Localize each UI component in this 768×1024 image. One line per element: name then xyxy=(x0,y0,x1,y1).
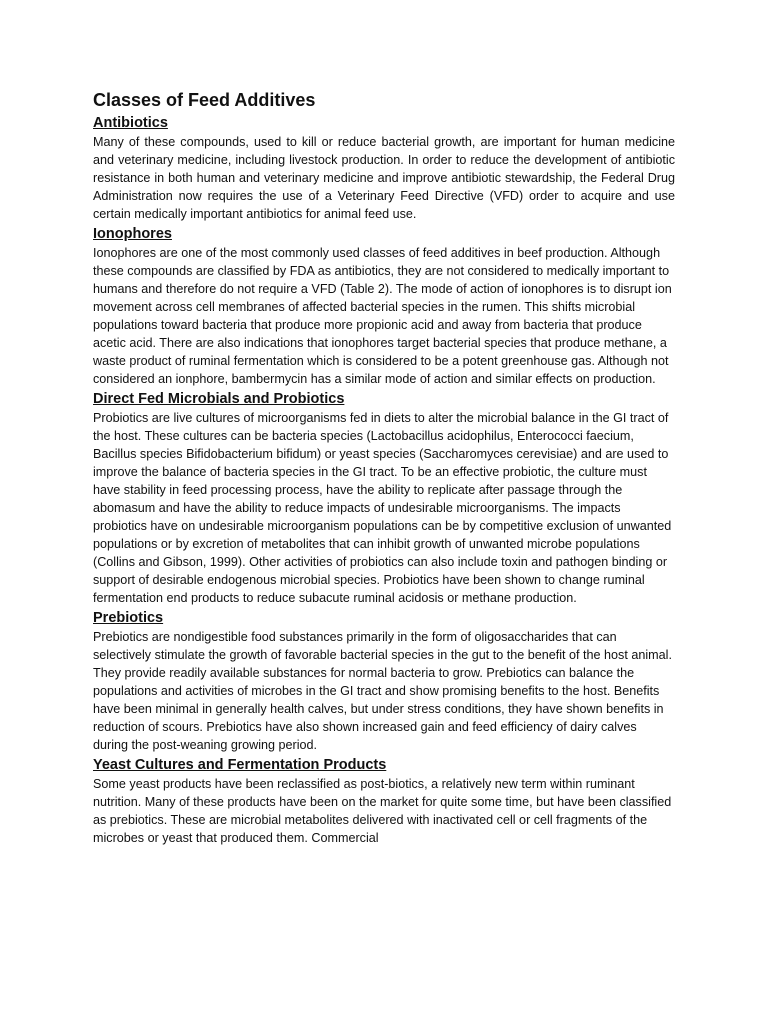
document-title: Classes of Feed Additives xyxy=(93,90,316,110)
section-heading-prebiotics: Prebiotics xyxy=(93,610,164,626)
section-body-prebiotics: Prebiotics are nondigestible food substances primarily in the form of oligosaccharides that can selectively stimulate the growth of favorable bacterial species in the gut to the benefit of the host animal. They provide readily available substances for normal bacteria to grow. Prebiotics can balance the populations and activities of microbes in the GI tract and show promising benefits to the host. Benefits have been minimal in generally health calves, but under stress conditions, they have shown benefits in reduction of scours. Prebiotics have also shown increased gain and feed efficiency of dairy calves during the post-weaning growing period. xyxy=(93,630,672,752)
section-heading-ionophores: Ionophores xyxy=(93,226,172,242)
section-body-yeast-cultures: Some yeast products have been reclassified as post-biotics, a relatively new term within ruminant nutrition. Many of these products have been on the market for quite some time, but have been classified as prebiotics. These are microbial metabolites delivered with inactivated cell or cell fragments of the microbes or yeast that produced them. Commercial xyxy=(93,777,672,845)
document-page xyxy=(93,88,675,849)
section-heading-yeast-cultures: Yeast Cultures and Fermentation Products xyxy=(93,757,387,773)
section-body-ionophores: Ionophores are one of the most commonly used classes of feed additives in beef production. Although these compounds are classified by FDA as antibiotics, they are not considered to medically important to humans and therefore do not require a VFD (Table 2). The mode of action of ionophores is to disrupt ion movement across cell membranes of affected bacterial species in the rumen. This shifts microbial populations toward bacteria that produce more propionic acid and away from bacteria that produce acetic acid. There are also indications that ionophores target bacterial species that produce methane, a waste product of ruminal fermentation which is considered to be a potent greenhouse gas. Although not considered an ionphore, bambermycin has a similar mode of action and similar effects on production. xyxy=(93,246,672,386)
section-body-antibiotics: Many of these compounds, used to kill or reduce bacterial growth, are important for human medicine and veterinary medicine, including livestock production. In order to reduce the development of antibiotic resistance in both human and veterinary medicine and improve antibiotic stewardship, the Federal Drug Administration now requires the use of a Veterinary Feed Directive (VFD) order to acquire and use certain medically important antibiotics for animal feed use. xyxy=(93,135,675,221)
section-heading-direct-fed-microbials: Direct Fed Microbials and Probiotics xyxy=(93,391,345,407)
section-heading-antibiotics: Antibiotics xyxy=(93,115,168,131)
section-body-direct-fed-microbials: Probiotics are live cultures of microorganisms fed in diets to alter the microbial balance in the GI tract of the host. These cultures can be bacteria species (Lactobacillus acidophilus, Enterococci faecium, Bacillus species Bifidobacterium bifidum) or yeast species (Saccharomyces cerevisiae) and are used to improve the balance of bacteria species in the GI tract. To be an effective probiotic, the culture must have stability in feed processing process, have the ability to replicate after passage through the abomasum and have the ability to reduce impacts of undesirable microorganisms. The impacts probiotics have on undesirable microorganism populations can be by competitive exclusion of unwanted populations or by excretion of metabolites that can inhibit growth of unwanted microbe populations (Collins and Gibson, 1999). Other activities of probiotics can also include toxin and pathogen binding or support of desirable endogenous microbial species. Probiotics have been shown to change ruminal fermentation end products to reduce subacute ruminal acidosis or methane production. xyxy=(93,411,672,605)
